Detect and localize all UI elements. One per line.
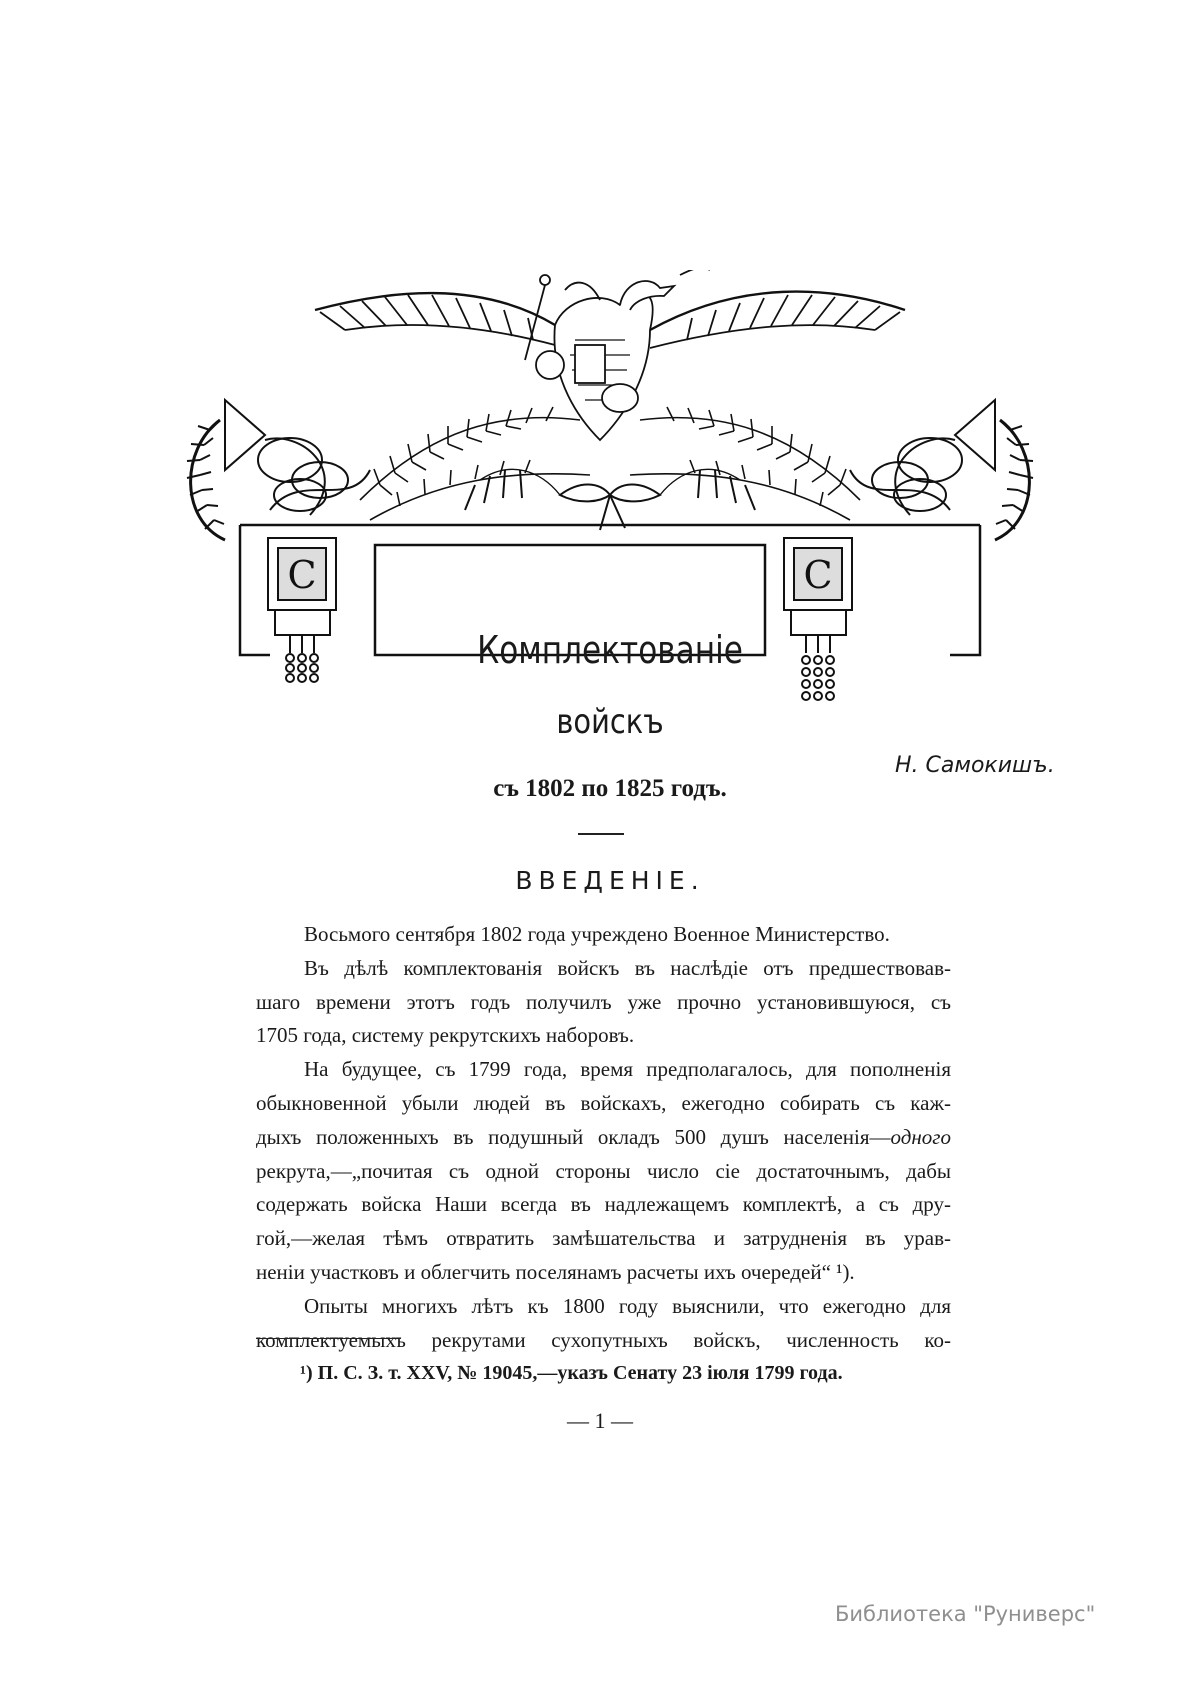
divider — [578, 833, 624, 835]
paragraph-2-line: шаго времени этотъ годъ получилъ уже прочно установившуюся, съ — [256, 989, 951, 1014]
body-text — [256, 918, 951, 1357]
paragraph-3-line: гой,—желая тѣмъ отвратить замѣшательства и затрудненія въ урав- — [256, 1226, 951, 1251]
artist-signature: Н. Самокишъ. — [895, 753, 1055, 778]
footnote-marker: ¹) — [300, 1362, 313, 1384]
paragraph-1-line: Восьмого сентября 1802 года учреждено Военное Министерство. — [304, 922, 890, 946]
paragraph-3-line-text: дыхъ положенныхъ въ подушный окладъ 500 душъ населенія— — [256, 1124, 891, 1149]
paragraph-3-line: На будущее, съ 1799 года, время предполагалось, для пополненія — [304, 1057, 951, 1082]
right-tile-letter: C — [803, 553, 833, 597]
footnote — [300, 1362, 920, 1385]
paragraph-4-line: комплектуемыхъ рекрутами сухопутныхъ войскъ, численность ко- — [256, 1327, 951, 1352]
right-fronds — [630, 407, 860, 520]
paragraph-2-line: 1705 года, систему рекрутскихъ наборовъ. — [256, 1023, 635, 1048]
paragraph-3-line: рекрута,—„почитая съ одной стороны число сіе достаточнымъ, дабы — [256, 1158, 951, 1183]
footnote-text: П. С. З. т. XXV, № 19045,—указъ Сенату 23 іюля 1799 года. — [312, 1362, 843, 1384]
section-heading: ВВЕДЕНІЕ. — [515, 866, 705, 895]
paragraph-3-line: содержать войска Наши всегда въ надлежащемъ комплектѣ, а съ дру- — [256, 1192, 951, 1217]
page-number: — 1 — — [567, 1408, 633, 1433]
library-watermark: Библиотека "Руниверс" — [835, 1602, 1096, 1626]
paragraph-3-line: обыкновенной убыли людей въ войскахъ, ежегодно собирать съ каж- — [256, 1090, 951, 1115]
left-fronds — [360, 407, 590, 520]
paragraph-3-line — [256, 1121, 951, 1155]
footnote-rule — [256, 1338, 401, 1339]
title-line-1: Комплектованіе — [477, 628, 743, 672]
right-knotwork — [850, 438, 962, 515]
paragraph-3-line: неніи участковъ и облегчить поселянамъ расчеты ихъ очередей“ ¹). — [256, 1259, 855, 1284]
paragraph-2-line: Въ дѣлѣ комплектованія войскъ въ наслѣдіе отъ предшествовав- — [304, 955, 951, 980]
subtitle: съ 1802 по 1825 годъ. — [493, 775, 727, 802]
title-line-2: войскъ — [556, 702, 664, 742]
left-knotwork — [258, 438, 370, 515]
italic-word: одного — [890, 1124, 951, 1149]
left-tile-letter: C — [287, 553, 317, 597]
eagle — [315, 270, 905, 440]
ribbon-bow — [560, 484, 660, 501]
paragraph-4-line: Опыты многихъ лѣтъ къ 1800 году выяснили, что ежегодно для — [304, 1293, 951, 1318]
